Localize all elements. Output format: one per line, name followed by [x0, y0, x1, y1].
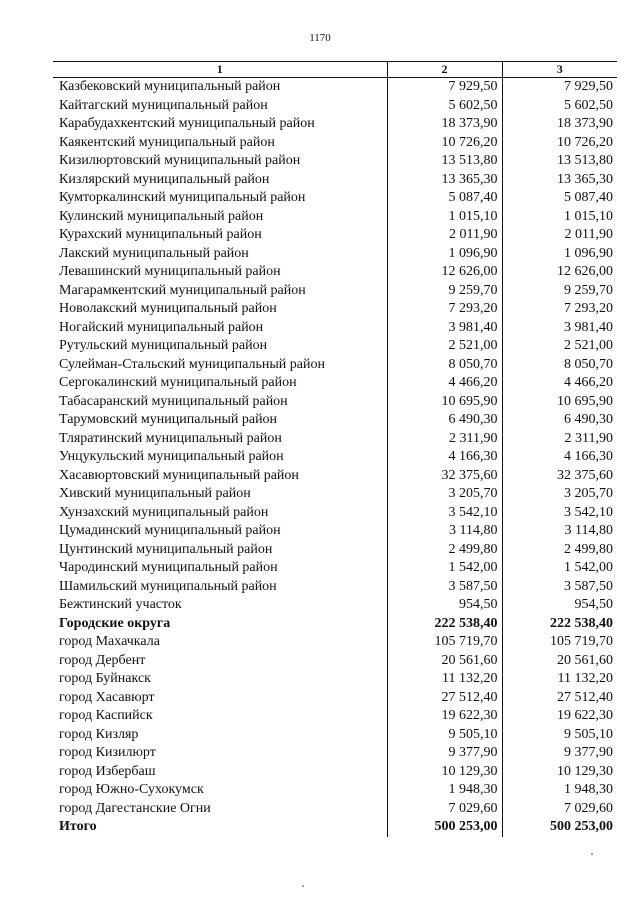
row-value-col2: 1 542,00 [387, 559, 502, 578]
row-value-col3: 9 505,10 [564, 726, 613, 742]
row-name: Рутульский муниципальный район [59, 338, 268, 354]
row-name: город Кизилюрт [59, 745, 156, 761]
row-name: Цумадинский муниципальный район [59, 523, 281, 539]
table-row [53, 689, 617, 708]
row-value-col2: 5 087,40 [387, 189, 502, 208]
table-row [53, 189, 617, 208]
row-value-col3: 7 929,50 [564, 79, 613, 95]
row-value-col3: 19 622,30 [557, 708, 613, 724]
row-value-col3: 1 542,00 [564, 560, 613, 576]
row-value-col2: 2 521,00 [387, 337, 502, 356]
table-body [53, 78, 617, 837]
table-row [53, 171, 617, 190]
table-row [53, 226, 617, 245]
table-row [53, 633, 617, 652]
table-row [53, 652, 617, 671]
row-value-col2: 12 626,00 [387, 263, 502, 282]
row-value-col2: 27 512,40 [387, 689, 502, 708]
row-value-col2: 9 377,90 [387, 744, 502, 763]
row-value-col2: 7 929,50 [387, 78, 502, 97]
row-value-col3: 18 373,90 [557, 116, 613, 132]
scan-speck [302, 885, 304, 887]
row-name: Казбековский муниципальный район [59, 79, 281, 95]
row-value-col3: 1 096,90 [564, 245, 613, 261]
row-value-col3: 3 981,40 [564, 319, 613, 335]
row-value-col2: 3 114,80 [387, 522, 502, 541]
row-value-col2: 9 259,70 [387, 282, 502, 301]
row-value-col2: 222 538,40 [387, 615, 502, 634]
table-row [53, 818, 617, 837]
row-value-col3: 5 087,40 [564, 190, 613, 206]
row-value-col2: 2 499,80 [387, 541, 502, 560]
row-name: Хасавюртовский муниципальный район [59, 467, 299, 483]
table-row [53, 115, 617, 134]
row-name: город Избербаш [59, 763, 156, 779]
row-value-col3: 10 695,90 [557, 393, 613, 409]
row-name: город Южно-Сухокумск [59, 782, 204, 798]
row-name: Каякентский муниципальный район [59, 134, 275, 150]
row-value-col3: 6 490,30 [564, 412, 613, 428]
table-row [53, 245, 617, 264]
row-value-col2: 7 293,20 [387, 300, 502, 319]
page-number: 1170 [309, 32, 331, 44]
row-name: Карабудахкентский муниципальный район [59, 116, 315, 132]
row-value-col3: 2 011,90 [564, 227, 613, 243]
row-value-col3: 2 311,90 [564, 430, 613, 446]
budget-table [53, 61, 617, 837]
table-header-row [53, 62, 617, 78]
row-value-col3: 500 253,00 [550, 819, 613, 835]
table-row [53, 337, 617, 356]
row-name: Ногайский муниципальный район [59, 319, 264, 335]
row-value-col3: 1 948,30 [564, 782, 613, 798]
table-row [53, 726, 617, 745]
table-row [53, 430, 617, 449]
table-row [53, 559, 617, 578]
table-row [53, 744, 617, 763]
table-row [53, 522, 617, 541]
row-name: Сулейман-Стальский муниципальный район [59, 356, 325, 372]
table-row [53, 707, 617, 726]
row-name: Курахский муниципальный район [59, 227, 262, 243]
row-value-col2: 105 719,70 [387, 633, 502, 652]
row-value-col3: 32 375,60 [557, 467, 613, 483]
row-value-col2: 19 622,30 [387, 707, 502, 726]
row-value-col3: 7 029,60 [564, 800, 613, 816]
row-value-col2: 954,50 [387, 596, 502, 615]
row-value-col2: 500 253,00 [387, 818, 502, 837]
table-row [53, 356, 617, 375]
row-value-col3: 954,50 [574, 597, 613, 613]
row-name: город Дербент [59, 652, 146, 668]
row-value-col3: 9 377,90 [564, 745, 613, 761]
table-row [53, 504, 617, 523]
row-name: город Дагестанские Огни [59, 800, 211, 816]
row-name: город Кизляр [59, 726, 139, 742]
table-row [53, 763, 617, 782]
table-row [53, 485, 617, 504]
row-name: Сергокалинский муниципальный район [59, 375, 297, 391]
row-value-col3: 2 521,00 [564, 338, 613, 354]
row-value-col3: 4 466,20 [564, 375, 613, 391]
row-value-col2: 3 205,70 [387, 485, 502, 504]
row-value-col2: 3 587,50 [387, 578, 502, 597]
row-name: Кизлярский муниципальный район [59, 171, 270, 187]
row-value-col3: 3 542,10 [564, 504, 613, 520]
row-value-col3: 8 050,70 [564, 356, 613, 372]
row-value-col2: 2 311,90 [387, 430, 502, 449]
table-row [53, 448, 617, 467]
table-row [53, 541, 617, 560]
row-name: Тляратинский муниципальный район [59, 430, 282, 446]
row-value-col3: 27 512,40 [557, 689, 613, 705]
row-name: Шамильский муниципальный район [59, 578, 277, 594]
row-value-col3: 9 259,70 [564, 282, 613, 298]
row-name: Хивский муниципальный район [59, 486, 251, 502]
row-value-col2: 9 505,10 [387, 726, 502, 745]
row-value-col2: 1 096,90 [387, 245, 502, 264]
row-name: Кумторкалинский муниципальный район [59, 190, 306, 206]
row-name: город Каспийск [59, 708, 153, 724]
row-name: город Хасавюрт [59, 689, 155, 705]
row-value-col2: 13 365,30 [387, 171, 502, 190]
row-value-col2: 20 561,60 [387, 652, 502, 671]
row-value-col2: 11 132,20 [387, 670, 502, 689]
table-row [53, 670, 617, 689]
row-value-col2: 10 129,30 [387, 763, 502, 782]
row-value-col2: 4 466,20 [387, 374, 502, 393]
table-row [53, 208, 617, 227]
table-row [53, 319, 617, 338]
row-value-col2: 1 948,30 [387, 781, 502, 800]
row-name: Кулинский муниципальный район [59, 208, 264, 224]
row-value-col3: 11 132,20 [557, 671, 613, 687]
column-header-3: 3 [502, 62, 617, 78]
row-name: Левашинский муниципальный район [59, 264, 281, 280]
table-row [53, 578, 617, 597]
table-row [53, 615, 617, 634]
table-row [53, 134, 617, 153]
row-name: Хунзахский муниципальный район [59, 504, 269, 520]
row-value-col2: 1 015,10 [387, 208, 502, 227]
table-row [53, 300, 617, 319]
row-name: Магарамкентский муниципальный район [59, 282, 306, 298]
row-value-col3: 3 205,70 [564, 486, 613, 502]
row-name: Итого [59, 819, 97, 835]
row-value-col3: 105 719,70 [550, 634, 613, 650]
row-value-col3: 20 561,60 [557, 652, 613, 668]
row-value-col2: 4 166,30 [387, 448, 502, 467]
table-row [53, 411, 617, 430]
row-name: город Махачкала [59, 634, 160, 650]
row-name: Кизилюртовский муниципальный район [59, 153, 301, 169]
row-value-col2: 6 490,30 [387, 411, 502, 430]
table-row [53, 800, 617, 819]
row-value-col2: 18 373,90 [387, 115, 502, 134]
column-header-2: 2 [387, 62, 502, 78]
row-value-col3: 2 499,80 [564, 541, 613, 557]
row-value-col2: 10 726,20 [387, 134, 502, 153]
row-name: Городские округа [59, 615, 171, 631]
column-header-1: 1 [53, 62, 387, 78]
row-value-col2: 10 695,90 [387, 393, 502, 412]
row-value-col3: 1 015,10 [564, 208, 613, 224]
row-value-col2: 7 029,60 [387, 800, 502, 819]
row-value-col3: 3 114,80 [564, 523, 613, 539]
table-row [53, 282, 617, 301]
table-row [53, 97, 617, 116]
row-name: Бежтинский участок [59, 597, 182, 613]
row-name: город Буйнакск [59, 671, 151, 687]
row-value-col3: 12 626,00 [557, 264, 613, 280]
row-value-col3: 4 166,30 [564, 449, 613, 465]
row-value-col3: 3 587,50 [564, 578, 613, 594]
row-name: Табасаранский муниципальный район [59, 393, 288, 409]
row-name: Унцукульский муниципальный район [59, 449, 284, 465]
table-row [53, 78, 617, 97]
row-value-col2: 2 011,90 [387, 226, 502, 245]
row-value-col3: 10 129,30 [557, 763, 613, 779]
row-value-col2: 3 981,40 [387, 319, 502, 338]
row-value-col2: 32 375,60 [387, 467, 502, 486]
row-name: Цунтинский муниципальный район [59, 541, 273, 557]
row-name: Чародинский муниципальный район [59, 560, 278, 576]
table-row [53, 263, 617, 282]
row-value-col3: 10 726,20 [557, 134, 613, 150]
row-name: Тарумовский муниципальный район [59, 412, 278, 428]
table-row [53, 467, 617, 486]
table-row [53, 596, 617, 615]
row-value-col3: 13 365,30 [557, 171, 613, 187]
row-name: Кайтагский муниципальный район [59, 97, 268, 113]
row-name: Лакский муниципальный район [59, 245, 249, 261]
row-value-col3: 13 513,80 [557, 153, 613, 169]
row-value-col3: 7 293,20 [564, 301, 613, 317]
row-value-col3: 222 538,40 [550, 615, 613, 631]
table-row [53, 374, 617, 393]
row-value-col2: 8 050,70 [387, 356, 502, 375]
table-row [53, 152, 617, 171]
row-name: Новолакский муниципальный район [59, 301, 277, 317]
row-value-col2: 5 602,50 [387, 97, 502, 116]
row-value-col2: 3 542,10 [387, 504, 502, 523]
scan-speck [591, 853, 593, 855]
row-value-col2: 13 513,80 [387, 152, 502, 171]
table-row [53, 781, 617, 800]
table-row [53, 393, 617, 412]
row-value-col3: 5 602,50 [564, 97, 613, 113]
